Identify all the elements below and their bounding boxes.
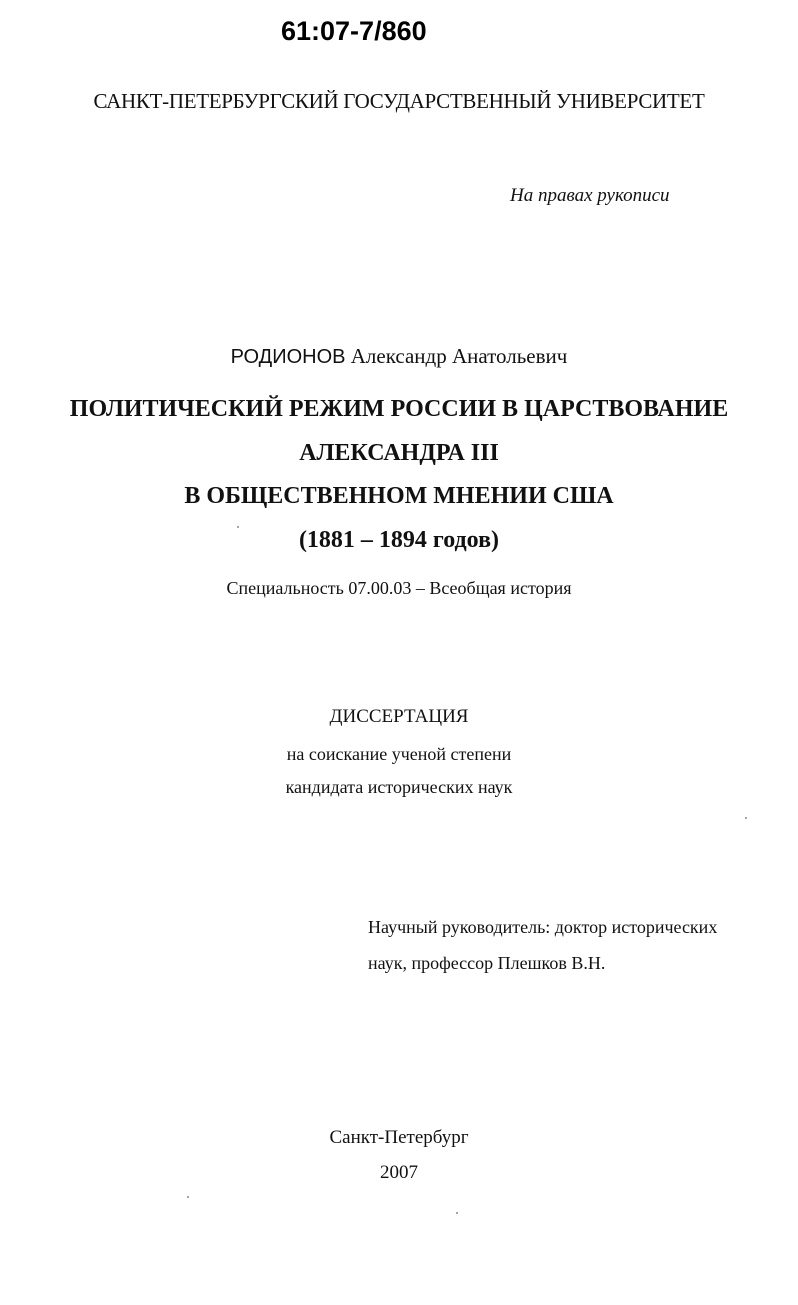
catalog-number: 61:07-7/860 <box>281 16 427 46</box>
supervisor-line-2: наук, профессор Плешков В.Н. <box>368 953 606 973</box>
university-name: САНКТ-ПЕТЕРБУРГСКИЙ ГОСУДАРСТВЕННЫЙ УНИВЕРСИТЕТ <box>93 89 705 113</box>
author-surname: РОДИОНОВ <box>230 346 346 368</box>
dissertation-heading: ДИССЕРТАЦИЯ <box>329 706 469 727</box>
author-name <box>0 344 798 369</box>
city: Санкт-Петербург <box>329 1127 469 1148</box>
specialty: Специальность 07.00.03 – Всеобщая история <box>226 578 572 598</box>
scan-speck <box>456 1212 458 1214</box>
year: 2007 <box>380 1162 418 1183</box>
manuscript-note: На правах рукописи <box>510 185 670 206</box>
supervisor-line-1: Научный руководитель: доктор исторических <box>368 917 718 937</box>
author-given-names: Александр Анатольевич <box>350 344 568 368</box>
scan-speck <box>745 817 747 819</box>
dissertation-field-line: кандидата исторических наук <box>285 777 513 797</box>
thesis-title-line-2: АЛЕКСАНДРА III <box>299 440 499 466</box>
dissertation-degree-line: на соискание ученой степени <box>286 744 512 764</box>
scan-speck <box>187 1196 189 1198</box>
thesis-title-line-3: В ОБЩЕСТВЕННОМ МНЕНИИ США <box>184 483 614 509</box>
thesis-title-line-1: ПОЛИТИЧЕСКИЙ РЕЖИМ РОССИИ В ЦАРСТВОВАНИЕ <box>69 396 729 422</box>
thesis-title-years: (1881 – 1894 годов) <box>298 527 500 553</box>
scan-speck <box>237 526 239 528</box>
